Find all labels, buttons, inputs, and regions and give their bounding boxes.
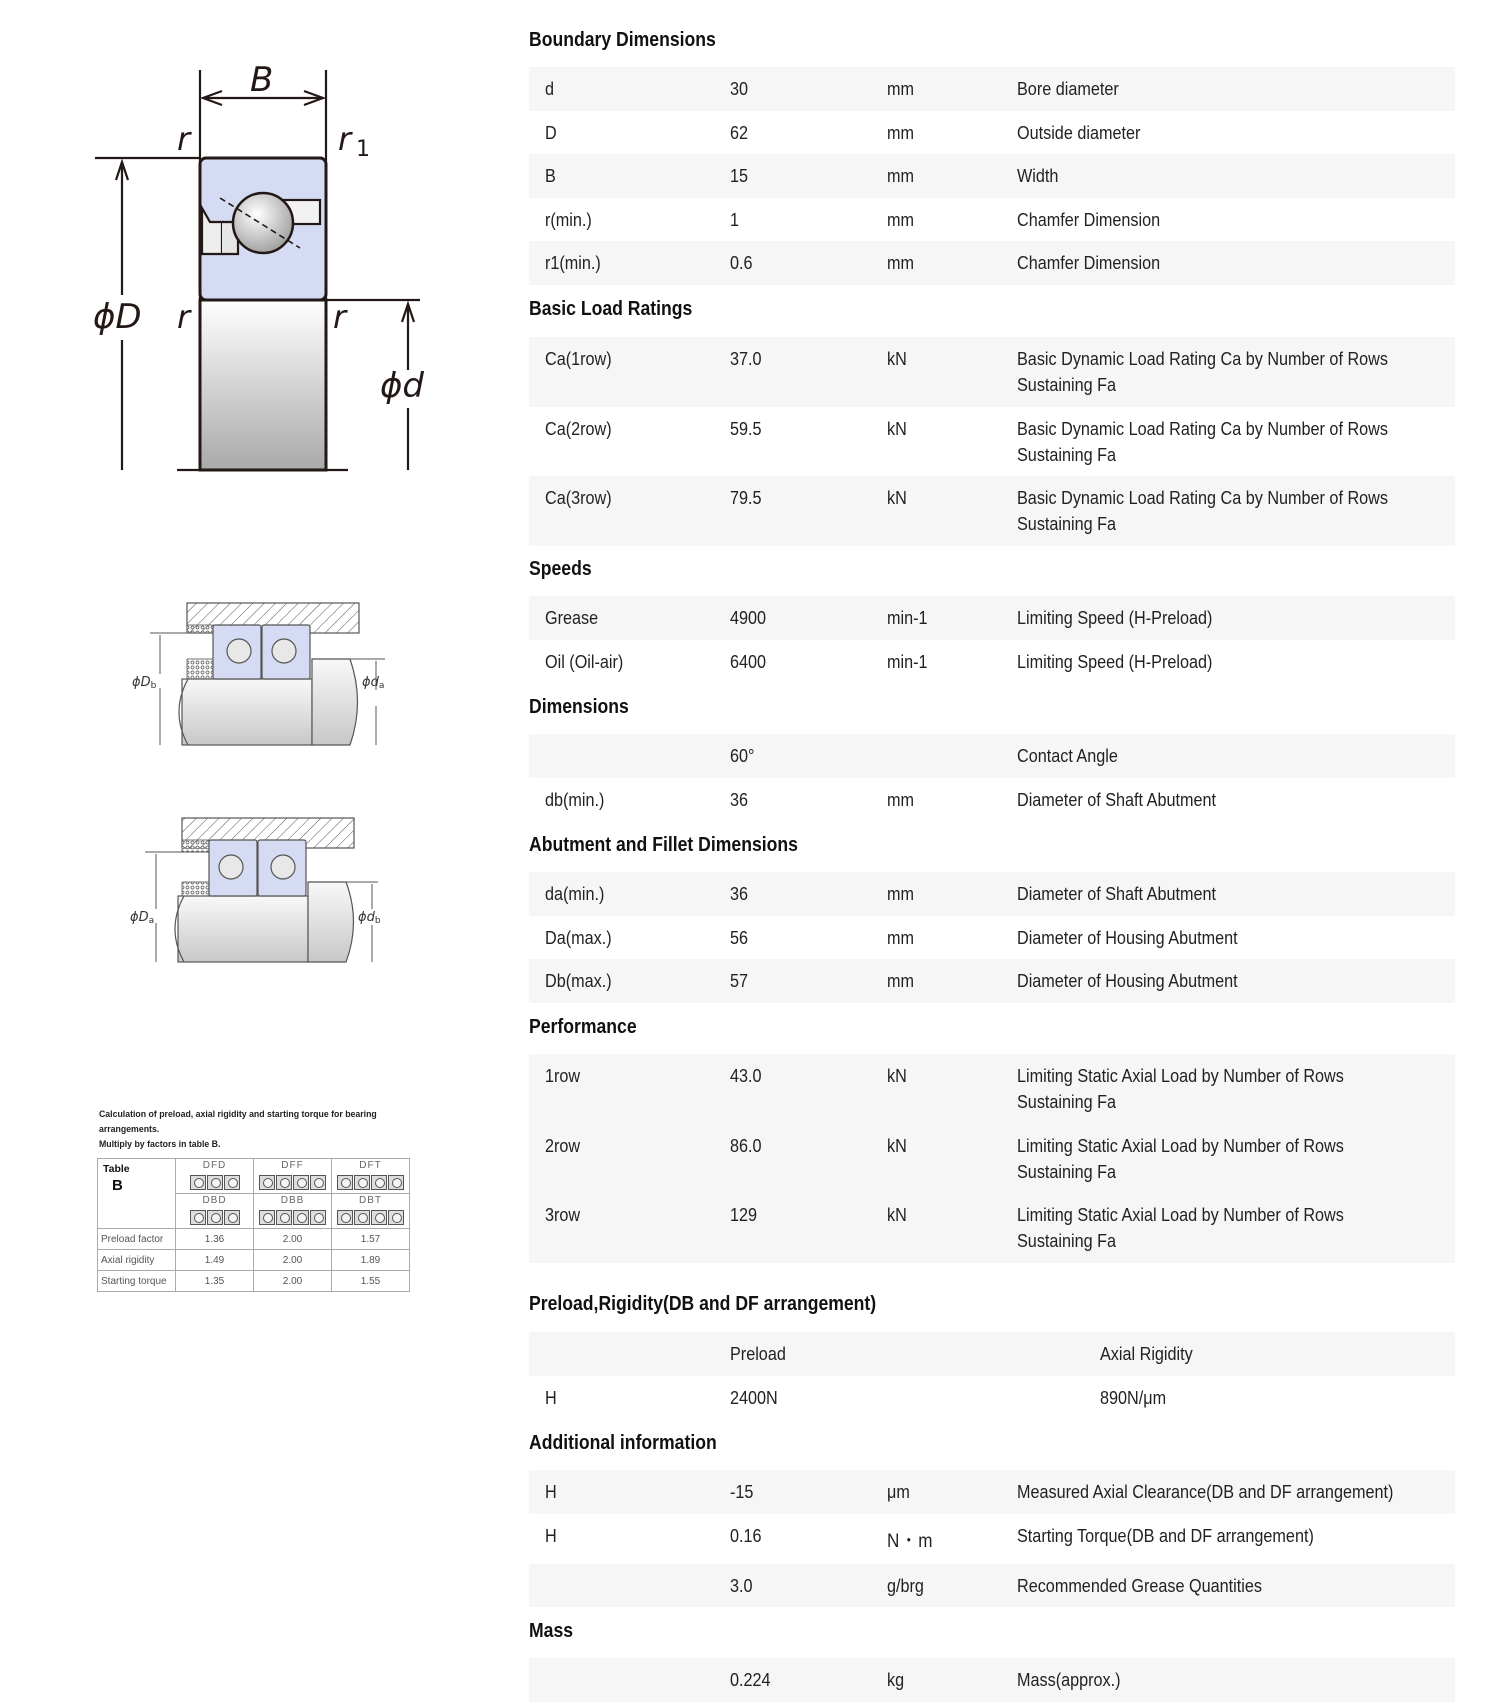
- row-value: 36: [730, 884, 749, 904]
- chamfer-r-label: r: [177, 120, 191, 158]
- row-description: Width: [1017, 166, 1059, 186]
- table-row: [529, 872, 1455, 916]
- table-row: [529, 67, 1455, 111]
- mounting-diagram-db: [130, 590, 400, 760]
- row-description: Diameter of Shaft Abutment: [1017, 884, 1217, 904]
- spec-table: [529, 872, 1455, 1003]
- row-description: Bore diameter: [1017, 79, 1119, 99]
- row-value: 0.16: [730, 1525, 762, 1546]
- spec-table: [529, 1470, 1455, 1607]
- section-abutment-fillet-dimensions: [529, 832, 1455, 1003]
- spec-table: [529, 67, 1455, 285]
- table-row: [529, 1514, 1455, 1564]
- header-axial-rigidity: Axial Rigidity: [1100, 1344, 1193, 1364]
- row-label: H: [545, 1482, 557, 1502]
- row-value: 3.0: [730, 1575, 753, 1596]
- section-title: Basic Load Ratings: [529, 298, 693, 320]
- row-unit: mm: [887, 79, 914, 99]
- table-b-note: Calculation of preload, axial rigidity and starting torque for bearing arrangements. Multiply by factors in table B.: [99, 1109, 377, 1150]
- row-value: 4900: [730, 608, 767, 628]
- section-additional-information: [529, 1430, 1455, 1607]
- row-value: 60°: [730, 746, 755, 766]
- row-value: 62: [730, 122, 749, 143]
- arrangement-cell: DFT: [332, 1159, 410, 1194]
- row-description: Basic Dynamic Load Rating Ca by Number of Rows Sustaining Fa: [1017, 349, 1388, 395]
- row-unit: N・m: [887, 1530, 934, 1552]
- mounting-diagram-df: [130, 805, 400, 975]
- row-description: Diameter of Housing Abutment: [1017, 927, 1238, 948]
- bearing-arrangement-icon: [259, 1210, 326, 1225]
- table-row: [529, 640, 1455, 684]
- row-unit: mm: [887, 971, 914, 991]
- arrangement-cell: DBB: [254, 1194, 332, 1229]
- shaft-diameter-label: ϕdb: [358, 910, 381, 926]
- spec-table: [529, 596, 1455, 683]
- row-unit: kN: [887, 488, 907, 508]
- arrangement-cell: DFF: [254, 1159, 332, 1194]
- section-title: Speeds: [529, 558, 592, 580]
- row-label: Db(max.): [545, 971, 612, 991]
- section-basic-load-ratings: [529, 296, 1455, 546]
- table-row: [529, 241, 1455, 285]
- row-label: Grease: [545, 608, 599, 628]
- table-row: [529, 1470, 1455, 1514]
- row-label: r(min.): [545, 209, 592, 230]
- row-axial-rigidity: 890N/μm: [1100, 1387, 1167, 1408]
- shaft-diameter-label: ϕda: [362, 675, 385, 691]
- table-b-factors: [97, 1158, 410, 1292]
- row-label: 1row: [545, 1066, 581, 1086]
- section-dimensions: [529, 694, 1455, 821]
- row-unit: mm: [887, 253, 914, 273]
- section-title: Mass: [529, 1620, 574, 1642]
- housing-diameter-label: ϕDa: [130, 910, 155, 926]
- outside-diameter-label: ϕD: [93, 297, 142, 337]
- row-unit: mm: [887, 122, 914, 143]
- section-title: Dimensions: [529, 696, 629, 718]
- table-row: [529, 407, 1455, 477]
- row-label: D: [545, 122, 557, 143]
- table-row: [529, 1193, 1455, 1263]
- section-title: Preload,Rigidity(DB and DF arrangement): [529, 1293, 877, 1315]
- row-unit: min-1: [887, 651, 928, 672]
- bearing-cross-section-diagram: [0, 0, 460, 490]
- row-unit: μm: [887, 1482, 910, 1502]
- table-row: [529, 1658, 1455, 1702]
- row-unit: kN: [887, 1135, 907, 1156]
- row-value: 59.5: [730, 418, 762, 439]
- section-speeds: [529, 556, 1455, 683]
- row-value: 0.224: [730, 1670, 771, 1690]
- row-label: H: [545, 1525, 557, 1546]
- row-description: Diameter of Housing Abutment: [1017, 971, 1238, 991]
- row-value: -15: [730, 1482, 754, 1502]
- table-row: [529, 1124, 1455, 1194]
- preload-table: [529, 1332, 1455, 1419]
- row-label: Da(max.): [545, 927, 612, 948]
- row-label: Ca(3row): [545, 488, 612, 508]
- bearing-arrangement-icon: [259, 1175, 326, 1190]
- row-label: r1(min.): [545, 253, 601, 273]
- chamfer-r1-subscript: 1: [356, 137, 370, 162]
- table-row: [529, 916, 1455, 960]
- row-unit: kN: [887, 349, 907, 369]
- table-b-row: Starting torque 1.35 2.00 1.55: [98, 1271, 410, 1292]
- row-label: Ca(1row): [545, 349, 612, 369]
- chamfer-r-label-lower-left: r: [177, 298, 191, 336]
- row-description: Mass(approx.): [1017, 1670, 1121, 1690]
- table-row: [529, 154, 1455, 198]
- row-description: Chamfer Dimension: [1017, 253, 1161, 273]
- table-b-row: Preload factor 1.36 2.00 1.57: [98, 1229, 410, 1250]
- row-value: 30: [730, 79, 749, 99]
- row-value: 6400: [730, 651, 767, 672]
- table-b-corner: Table B: [98, 1159, 176, 1229]
- section-title: Abutment and Fillet Dimensions: [529, 834, 798, 856]
- table-row: [529, 476, 1455, 546]
- bearing-arrangement-icon: [190, 1210, 240, 1225]
- row-value: 37.0: [730, 349, 762, 369]
- row-description: Limiting Speed (H-Preload): [1017, 608, 1213, 628]
- table-row: [529, 959, 1455, 1003]
- section-preload-rigidity: [529, 1291, 1455, 1419]
- row-unit: g/brg: [887, 1575, 924, 1596]
- row-label: d: [545, 79, 555, 99]
- arrangement-cell: DBD: [176, 1194, 254, 1229]
- spec-table: [529, 734, 1455, 821]
- row-unit: kN: [887, 418, 907, 439]
- row-label: 2row: [545, 1135, 581, 1156]
- width-label: B: [250, 60, 274, 100]
- row-preload: 2400N: [730, 1387, 778, 1408]
- row-description: Starting Torque(DB and DF arrangement): [1017, 1525, 1314, 1546]
- table-row: [529, 734, 1455, 778]
- row-unit: kN: [887, 1205, 907, 1225]
- row-description: Limiting Static Axial Load by Number of Rows Sustaining Fa: [1017, 1205, 1344, 1251]
- row-unit: mm: [887, 927, 914, 948]
- spec-table: [529, 1658, 1455, 1702]
- bearing-arrangement-icon: [337, 1210, 404, 1225]
- arrangement-cell: DFD: [176, 1159, 254, 1194]
- row-label: db(min.): [545, 789, 605, 810]
- row-description: Basic Dynamic Load Rating Ca by Number of Rows Sustaining Fa: [1017, 488, 1388, 534]
- row-value: 79.5: [730, 488, 762, 508]
- table-row: [529, 778, 1455, 822]
- section-mass: [529, 1618, 1455, 1702]
- row-value: 36: [730, 789, 749, 810]
- row-unit: min-1: [887, 608, 928, 628]
- table-b-row: Axial rigidity 1.49 2.00 1.89: [98, 1250, 410, 1271]
- chamfer-r-label-lower-right: r: [333, 298, 347, 336]
- row-value: 1: [730, 209, 740, 230]
- row-value: 86.0: [730, 1135, 762, 1156]
- table-row: [529, 1564, 1455, 1608]
- table-row: [529, 596, 1455, 640]
- chamfer-r1-label: r: [338, 120, 352, 158]
- row-description: Recommended Grease Quantities: [1017, 1575, 1262, 1596]
- table-row: [529, 111, 1455, 155]
- spec-table: [529, 1054, 1455, 1263]
- row-value: 15: [730, 166, 749, 186]
- row-label: da(min.): [545, 884, 605, 904]
- bore-diameter-label: ϕd: [380, 366, 425, 406]
- row-label: 3row: [545, 1205, 581, 1225]
- row-unit: mm: [887, 789, 914, 810]
- row-value: 57: [730, 971, 749, 991]
- bearing-arrangement-icon: [337, 1175, 404, 1190]
- table-header-row: [529, 1332, 1455, 1376]
- row-value: 43.0: [730, 1066, 762, 1086]
- row-unit: kg: [887, 1670, 905, 1690]
- row-label: Oil (Oil-air): [545, 651, 624, 672]
- row-value: 0.6: [730, 253, 753, 273]
- table-row: [529, 337, 1455, 407]
- table-row: [529, 1054, 1455, 1124]
- section-title: Boundary Dimensions: [529, 29, 716, 51]
- table-row: [529, 198, 1455, 242]
- row-description: Contact Angle: [1017, 746, 1118, 766]
- row-label: B: [545, 166, 556, 186]
- row-description: Measured Axial Clearance(DB and DF arrangement): [1017, 1482, 1394, 1502]
- row-description: Outside diameter: [1017, 122, 1141, 143]
- section-boundary-dimensions: [529, 27, 1455, 285]
- row-description: Limiting Static Axial Load by Number of Rows Sustaining Fa: [1017, 1135, 1344, 1182]
- row-description: Diameter of Shaft Abutment: [1017, 789, 1217, 810]
- section-title: Performance: [529, 1016, 637, 1038]
- row-description: Chamfer Dimension: [1017, 209, 1161, 230]
- row-description: Basic Dynamic Load Rating Ca by Number of Rows Sustaining Fa: [1017, 418, 1388, 465]
- table-row: [529, 1376, 1455, 1420]
- bearing-arrangement-icon: [190, 1175, 240, 1190]
- bore-section: [200, 300, 326, 470]
- row-unit: kN: [887, 1066, 907, 1086]
- row-description: Limiting Static Axial Load by Number of Rows Sustaining Fa: [1017, 1066, 1344, 1112]
- diagram-column: [0, 0, 500, 1706]
- header-preload: Preload: [730, 1344, 786, 1364]
- row-unit: mm: [887, 884, 914, 904]
- section-performance: [529, 1014, 1455, 1263]
- row-value: 129: [730, 1205, 758, 1225]
- spec-table: [529, 337, 1455, 546]
- row-label: Ca(2row): [545, 418, 612, 439]
- row-unit: mm: [887, 166, 914, 186]
- row-value: 56: [730, 927, 749, 948]
- housing-diameter-label: ϕDb: [132, 675, 157, 691]
- row-label: H: [545, 1387, 557, 1408]
- row-description: Limiting Speed (H-Preload): [1017, 651, 1213, 672]
- row-unit: mm: [887, 209, 914, 230]
- section-title: Additional information: [529, 1432, 717, 1454]
- ball-icon: [233, 193, 293, 253]
- arrangement-cell: DBT: [332, 1194, 410, 1229]
